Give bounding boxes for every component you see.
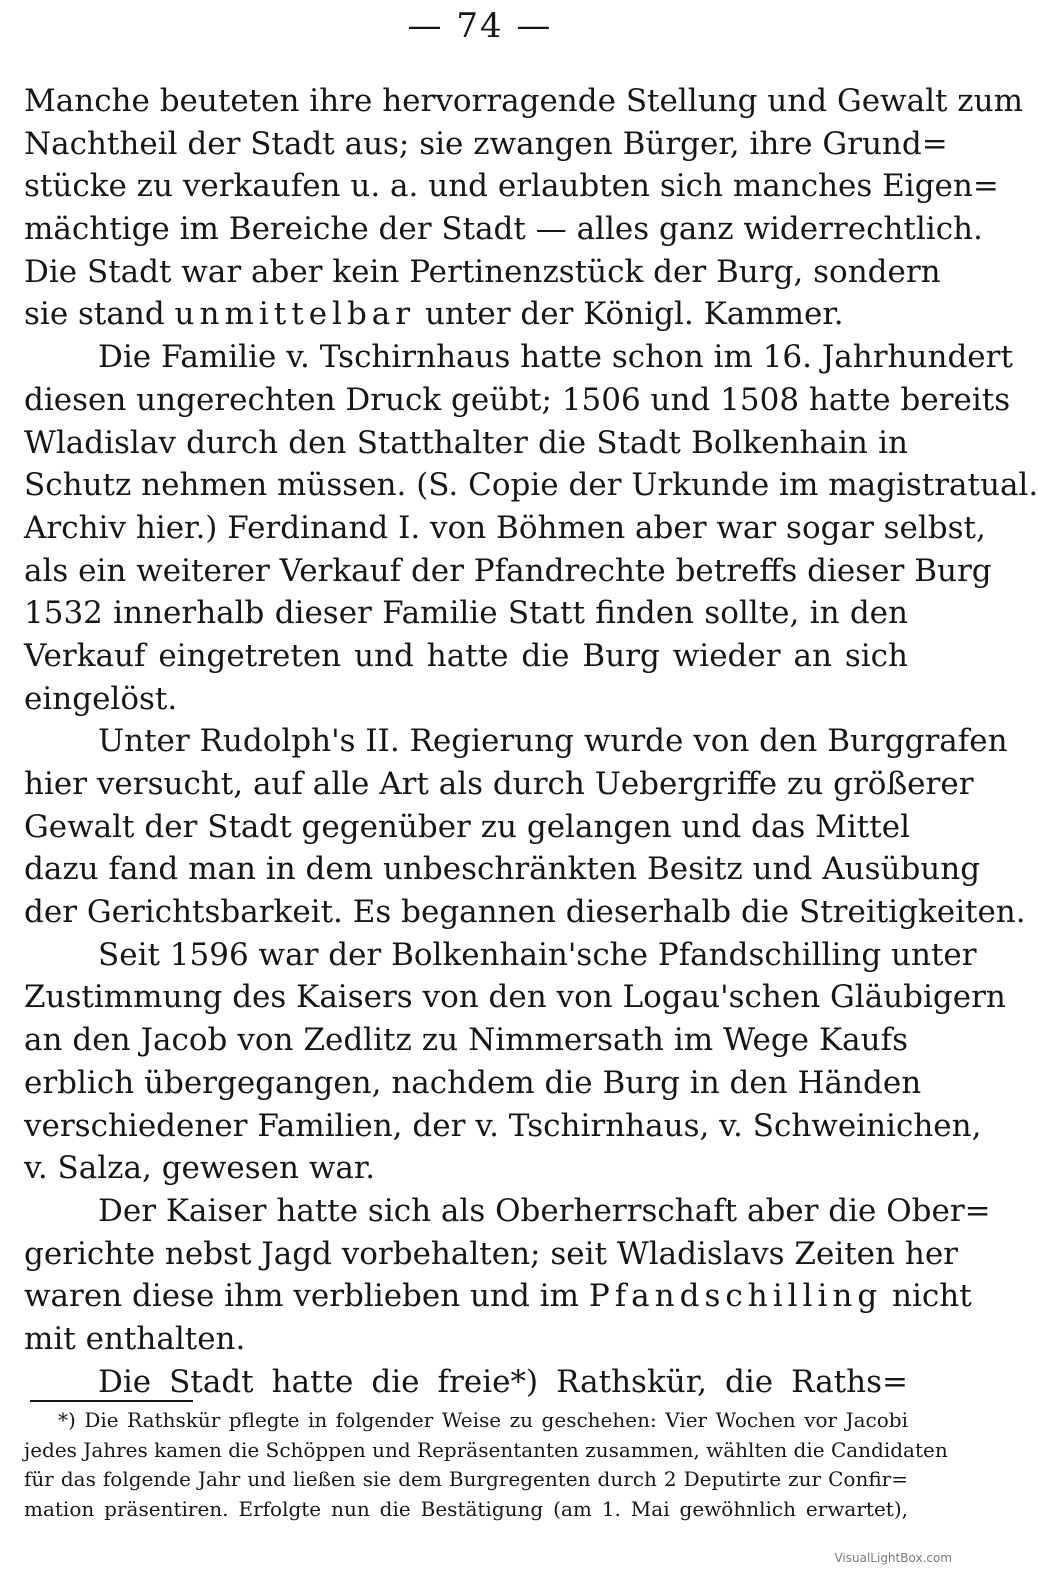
text-line: diesen ungerechten Druck geübt; 1506 und 1508 hatte bereits: [24, 381, 1011, 418]
text-line: Nachtheil der Stadt aus; sie zwangen Bürger, ihre Grund=: [24, 125, 948, 162]
paragraph-start-line: Die Stadt hatte die freie*) Rathskür, die Raths=: [98, 1363, 908, 1400]
text-segment: unter der Königl. Kammer.: [415, 296, 844, 333]
text-line: dazu fand man in dem unbeschränkten Besitz und Ausübung: [24, 851, 981, 888]
watermark: VisualLightBox.com: [834, 1551, 952, 1565]
paragraph-start-line: Unter Rudolph's II. Regierung wurde von den Burggrafen: [98, 723, 1008, 760]
text-line: eingelöst.: [24, 680, 178, 717]
text-line: Die Stadt war aber kein Pertinenzstück der Burg, sondern: [24, 253, 941, 290]
footnote-line: jedes Jahres kamen die Schöppen und Repräsentanten zusammen, wählten die Candidaten: [24, 1437, 948, 1462]
text-line: mit enthalten.: [24, 1320, 246, 1357]
text-line: als ein weiterer Verkauf der Pfandrechte betreffs dieser Burg: [24, 552, 992, 589]
text-line: Wladislav durch den Statthalter die Stadt Bolkenhain in: [24, 424, 908, 461]
text-line: Zustimmung des Kaisers von den von Logau'schen Gläubigern: [24, 979, 1006, 1016]
text-line: 1532 innerhalb dieser Familie Statt finden sollte, in den: [24, 595, 908, 632]
footnote-line: mation präsentiren. Erfolgte nun die Bestätigung (am 1. Mai gewöhnlich erwartet),: [24, 1496, 908, 1521]
text-line: stücke zu verkaufen u. a. und erlaubten sich manches Eigen=: [24, 168, 999, 205]
footnote-line: für das folgende Jahr und ließen sie dem Burgregenten durch 2 Deputirte zur Confir=: [24, 1467, 908, 1492]
paragraph-start-line: Der Kaiser hatte sich als Oberherrschaft aber die Ober=: [98, 1192, 991, 1229]
text-segment: sie stand: [24, 296, 175, 333]
paragraph-start-line: Seit 1596 war der Bolkenhain'sche Pfandschilling unter: [98, 936, 977, 973]
text-line: erblich übergegangen, nachdem die Burg in den Händen: [24, 1064, 922, 1101]
text-line: Archiv hier.) Ferdinand I. von Böhmen aber war sogar selbst,: [24, 509, 986, 546]
text-line: Schutz nehmen müssen. (S. Copie der Urkunde im magistratual.: [24, 467, 1038, 504]
footnotes: [24, 1406, 948, 1524]
text-line: Verkauf eingetreten und hatte die Burg wieder an sich: [24, 637, 908, 674]
text-line: v. Salza, gewesen war.: [24, 1150, 376, 1187]
text-line: gerichte nebst Jagd vorbehalten; seit Wladislavs Zeiten her: [24, 1235, 958, 1272]
text-line: mächtige im Bereiche der Stadt — alles ganz widerrechtlich.: [24, 211, 983, 248]
text-line: Manche beuteten ihre hervorragende Stellung und Gewalt zum: [24, 83, 1023, 119]
text-line-with-emphasis: [24, 1275, 972, 1318]
body-text: [24, 80, 1038, 1403]
paragraph-start-line: Die Familie v. Tschirnhaus hatte schon im 16. Jahrhundert: [98, 339, 1013, 376]
text-line-with-emphasis: [24, 293, 908, 336]
text-line: an den Jacob von Zedlitz zu Nimmersath im Wege Kaufs: [24, 1022, 908, 1059]
text-line: Gewalt der Stadt gegenüber zu gelangen und das Mittel: [24, 808, 910, 845]
footnote-line: *) Die Rathskür pflegte in folgender Weise zu geschehen: Vier Wochen vor Jacobi: [58, 1408, 908, 1432]
emphasis-unmittelbar: unmittelbar: [174, 296, 416, 333]
text-line: verschiedener Familien, der v. Tschirnhaus, v. Schweinichen,: [24, 1107, 982, 1144]
page-number: — 74 —: [407, 6, 553, 46]
text-line: hier versucht, auf alle Art als durch Uebergriffe zu größerer: [24, 766, 974, 802]
footnote-divider: [30, 1400, 193, 1402]
text-segment: waren diese ihm verblieben und im: [24, 1278, 589, 1315]
emphasis-pfandschilling: Pfandschilling: [588, 1278, 883, 1315]
text-segment: nicht: [882, 1278, 972, 1315]
text-line: der Gerichtsbarkeit. Es begannen dieserhalb die Streitigkeiten.: [24, 894, 1026, 931]
